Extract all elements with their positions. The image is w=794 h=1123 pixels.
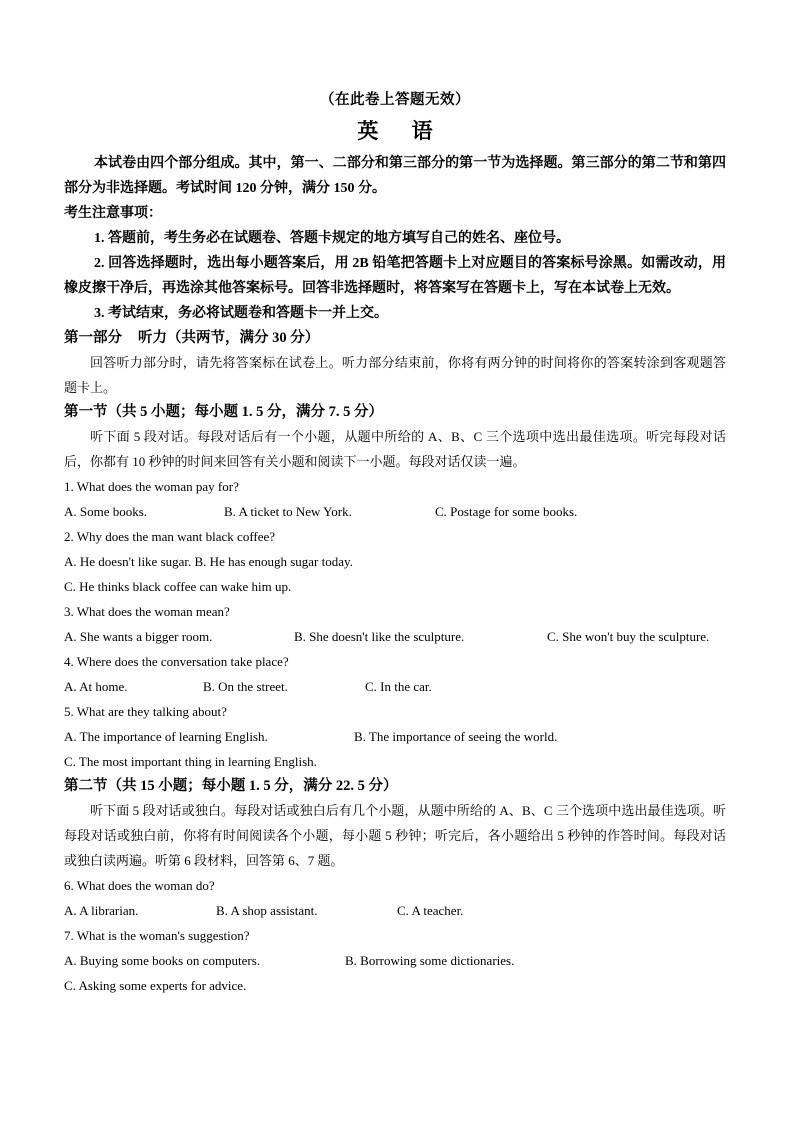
option-c: C. Postage for some books. xyxy=(435,504,578,519)
question-5-option-c: C. The most important thing in learning English. xyxy=(64,754,317,769)
option-a: A. A librarian. xyxy=(64,903,139,918)
option-b: B. A ticket to New York. xyxy=(224,504,352,519)
question-4-stem: 4. Where does the conversation take place? xyxy=(64,654,289,669)
option-b: B. A shop assistant. xyxy=(216,903,318,918)
part1-heading xyxy=(64,326,726,350)
option-b: B. Borrowing some dictionaries. xyxy=(345,953,515,968)
option-a: A. She wants a bigger room. xyxy=(64,629,213,644)
question-7-options-ab xyxy=(64,948,726,973)
exam-page xyxy=(64,88,726,998)
question-6-options xyxy=(64,898,726,923)
section2-instruction: 听下面 5 段对话或独白。每段对话或独白后有几个小题，从题中所给的 A、B、C 三个选项中选出最佳选项。听每段对话或独白前，你将有时间阅读各个小题，每小题 5 秒钟；听完后，各小题给出 5 秒钟的作答时间。每段对话或独白读两遍。听第 6 段材料，回答第 6、7 题。 xyxy=(64,803,726,868)
question-7-option-c: C. Asking some experts for advice. xyxy=(64,978,247,993)
question-5-options-ab xyxy=(64,724,726,749)
option-a: A. The importance of learning English. xyxy=(64,729,268,744)
question-3-options xyxy=(64,624,726,649)
question-7-stem: 7. What is the woman's suggestion? xyxy=(64,928,250,943)
part1-heading-label: 第一部分 xyxy=(64,330,122,346)
question-4-options xyxy=(64,674,726,699)
question-1-stem: 1. What does the woman pay for? xyxy=(64,479,239,494)
option-b: B. The importance of seeing the world. xyxy=(354,729,558,744)
option-c: C. In the car. xyxy=(365,679,432,694)
section1-instruction: 听下面 5 段对话。每段对话后有一个小题，从题中所给的 A、B、C 三个选项中选出最佳选项。听完每段对话后，你都有 10 秒钟的时间来回答有关小题和阅读下一小题。每段对话仅读一遍。 xyxy=(64,429,726,469)
option-b: B. She doesn't like the sculpture. xyxy=(294,629,465,644)
exam-intro: 本试卷由四个部分组成。其中，第一、二部分和第三部分的第一节为选择题。第三部分的第二节和第四部分为非选择题。考试时间 120 分钟，满分 150 分。 xyxy=(64,156,726,196)
question-2-option-c: C. He thinks black coffee can wake him up. xyxy=(64,579,292,594)
invalid-answer-notice: （在此卷上答题无效） xyxy=(320,92,470,108)
question-6-stem: 6. What does the woman do? xyxy=(64,878,215,893)
notes-heading: 考生注意事项： xyxy=(64,206,162,221)
subject-title: 英 语 xyxy=(357,119,447,143)
part1-instruction: 回答听力部分时，请先将答案标在试卷上。听力部分结束前，你将有两分钟的时间将你的答案转涂到客观题答题卡上。 xyxy=(64,355,726,395)
section1-heading: 第一节（共 5 小题；每小题 1. 5 分，满分 7. 5 分） xyxy=(64,404,383,420)
option-a: A. Some books. xyxy=(64,504,148,519)
option-c: C. A teacher. xyxy=(397,903,464,918)
option-a: A. Buying some books on computers. xyxy=(64,953,261,968)
question-5-stem: 5. What are they talking about? xyxy=(64,704,227,719)
option-c: C. She won't buy the sculpture. xyxy=(547,629,710,644)
note-item-3: 3. 考试结束，务必将试题卷和答题卡一并上交。 xyxy=(94,306,388,321)
option-b: B. On the street. xyxy=(203,679,288,694)
note-item-2: 2. 回答选择题时，选出每小题答案后，用 2B 铅笔把答题卡上对应题目的答案标号涂黑。如需改动，用橡皮擦干净后，再选涂其他答案标号。回答非选择题时，将答案写在答题卡上，写在本试卷上无效。 xyxy=(64,256,726,296)
question-2-stem: 2. Why does the man want black coffee? xyxy=(64,529,276,544)
part1-heading-title: 听力（共两节，满分 30 分） xyxy=(138,330,320,346)
option-a: A. At home. xyxy=(64,679,128,694)
question-1-options xyxy=(64,499,726,524)
note-item-1: 1. 答题前，考生务必在试题卷、答题卡规定的地方填写自己的姓名、座位号。 xyxy=(94,231,570,246)
section2-heading: 第二节（共 15 小题；每小题 1. 5 分，满分 22. 5 分） xyxy=(64,778,398,794)
question-3-stem: 3. What does the woman mean? xyxy=(64,604,230,619)
question-2-options-ab: A. He doesn't like sugar. B. He has enough sugar today. xyxy=(64,554,353,569)
